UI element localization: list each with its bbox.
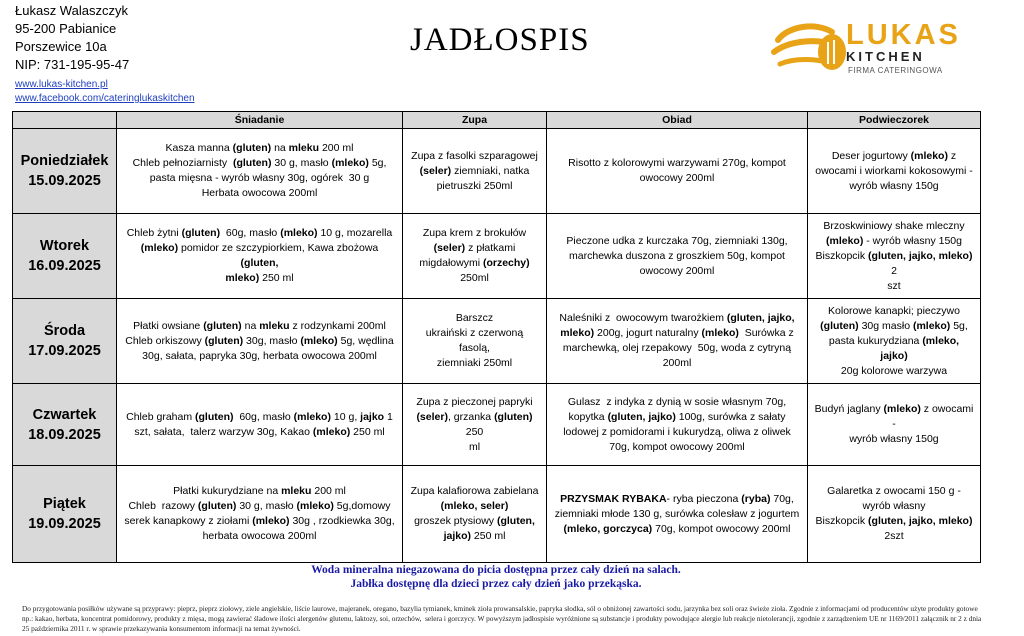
day-date: 15.09.2025: [28, 173, 101, 189]
obiad-cell: Pieczone udka z kurczaka 70g, ziemniaki 130g, marchewka duszona z groszkiem 50g, kompot owocowy 200ml: [547, 214, 808, 299]
company-city: 95-200 Pabianice: [15, 21, 117, 36]
podwieczorek-cell: Budyń jaglany (mleko) z owocami - wyrób własny 150g: [808, 384, 981, 466]
day-cell: [13, 466, 117, 563]
website-link[interactable]: www.lukas-kitchen.pl: [15, 79, 108, 90]
menu-table: [12, 111, 981, 563]
chef-hat-swoosh-icon: [768, 18, 850, 78]
day-name: Środa: [43, 323, 86, 339]
availability-notes: [0, 563, 992, 591]
header-obiad: Obiad: [547, 112, 808, 129]
obiad-cell: Gulasz z indyka z dynią w sosie własnym 70g, kopytka (gluten, jajko) 100g, surówka z sałaty lodowej z pomidorami i kukurydzą, oliwa z oliwek 70g, kompot owocowy 200ml: [547, 384, 808, 466]
table-row: [13, 129, 981, 214]
header-zupa: Zupa: [403, 112, 547, 129]
sniadanie-cell: Chleb żytni (gluten) 60g, masło (mleko) 10 g, mozarella (mleko) pomidor ze szczypiorkiem, Kawa zbożowa (gluten, mleko) 250 ml: [117, 214, 403, 299]
water-note: Woda mineralna niegazowana do picia dostępna przez cały dzień na salach.: [311, 564, 681, 576]
header-day: [13, 112, 117, 129]
table-row: [13, 466, 981, 563]
table-row: [13, 384, 981, 466]
company-nip: NIP: 731-195-95-47: [15, 57, 130, 72]
sniadanie-cell: Płatki owsiane (gluten) na mleku z rodzynkami 200ml Chleb orkiszowy (gluten) 30g, masło (mleko) 5g, wędlina 30g, sałata, papryka 30g, herbata owocowa 200ml: [117, 299, 403, 384]
day-name: Poniedziałek: [20, 153, 109, 169]
zupa-cell: Zupa z pieczonej papryki (seler), grzanka (gluten) 250 ml: [403, 384, 547, 466]
company-name: Łukasz Walaszczyk: [15, 3, 128, 18]
page-title: JADŁOSPIS: [410, 22, 590, 58]
sniadanie-cell: Płatki kukurydziane na mleku 200 ml Chleb razowy (gluten) 30 g, masło (mleko) 5g,domowy serek kanapkowy z ziołami (mleko) 30g , rzodkiewka 30g, herbata owocowa 200ml: [117, 466, 403, 563]
facebook-link[interactable]: www.facebook.com/cateringlukaskitchen: [15, 93, 195, 104]
logo-brand: LUKAS: [846, 19, 961, 51]
apples-note: Jabłka dostępnę dla dzieci przez cały dzień jako przekąska.: [350, 578, 642, 590]
sniadanie-cell: Kasza manna (gluten) na mleku 200 ml Chleb pełnoziarnisty (gluten) 30 g, masło (mleko) 5g, pasta mięsna - wyrób własny 30g, ogórek 30 g Herbata owocowa 200ml: [117, 129, 403, 214]
zupa-cell: Barszcz ukraiński z czerwoną fasolą, ziemniaki 250ml: [403, 299, 547, 384]
day-cell: [13, 384, 117, 466]
obiad-cell: PRZYSMAK RYBAKA- ryba pieczona (ryba) 70g, ziemniaki młode 130 g, surówka colesław z jogurtem (mleko, gorczyca) 70g, kompot owocowy 200ml: [547, 466, 808, 563]
day-cell: [13, 129, 117, 214]
day-name: Piątek: [43, 496, 86, 512]
zupa-cell: Zupa kalafiorowa zabielana (mleko, seler) groszek ptysiowy (gluten, jajko) 250 ml: [403, 466, 547, 563]
day-date: 16.09.2025: [28, 258, 101, 274]
zupa-cell: Zupa krem z brokułów (seler) z płatkami migdałowymi (orzechy) 250ml: [403, 214, 547, 299]
logo-kitchen: KITCHEN: [846, 49, 925, 64]
sniadanie-cell: Chleb graham (gluten) 60g, masło (mleko) 10 g, jajko 1 szt, sałata, talerz warzyw 30g, Kakao (mleko) 250 ml: [117, 384, 403, 466]
day-date: 17.09.2025: [28, 343, 101, 359]
menu-header-row: [13, 112, 981, 129]
obiad-cell: Naleśniki z owocowym twarożkiem (gluten, jajko, mleko) 200g, jogurt naturalny (mleko) Surówka z marchewką, olej rzepakowy 50g, woda z cytryną 200ml: [547, 299, 808, 384]
day-date: 18.09.2025: [28, 426, 101, 443]
lukas-kitchen-logo: [768, 16, 961, 82]
table-row: [13, 214, 981, 299]
header-sniadanie: Śniadanie: [117, 112, 403, 129]
logo-subtitle: FIRMA CATERINGOWA: [848, 66, 943, 75]
company-street: Porszewice 10a: [15, 39, 107, 54]
zupa-cell: Zupa z fasolki szparagowej (seler) ziemniaki, natka pietruszki 250ml: [403, 129, 547, 214]
obiad-cell: Risotto z kolorowymi warzywami 270g, kompot owocowy 200ml: [547, 129, 808, 214]
day-cell: [13, 299, 117, 384]
day-date: 19.09.2025: [28, 516, 101, 532]
podwieczorek-cell: Kolorowe kanapki; pieczywo (gluten) 30g masło (mleko) 5g, pasta kukurydziana (mleko, jajko) 20g kolorowe warzywa: [808, 299, 981, 384]
company-info: [15, 2, 195, 106]
day-name: Wtorek: [39, 238, 90, 254]
podwieczorek-cell: Galaretka z owocami 150 g - wyrób własny Biszkopcik (gluten, jajko, mleko) 2szt: [808, 466, 981, 563]
table-row: [13, 299, 981, 384]
podwieczorek-cell: Deser jogurtowy (mleko) z owocami i wiorkami kokosowymi - wyrób własny 150g: [808, 129, 981, 214]
podwieczorek-cell: Brzoskwiniowy shake mleczny (mleko) - wyrób własny 150g Biszkopcik (gluten, jajko, mleko) 2 szt: [808, 214, 981, 299]
header-podwieczorek: Podwieczorek: [808, 112, 981, 129]
day-cell: [13, 214, 117, 299]
day-name: Czwartek: [32, 406, 97, 423]
allergen-footer: Do przygotowania posiłków używane są przyprawy: pieprz, pieprz ziołowy, ziele angielskie, liście laurowe, majeranek, oregano, bazylia tymianek, kminek zioła prowansalskie, papryka słodka, sól o obniżonej zawartości sodu, jarzynka bez soli oraz świeże zioła. Zgodnie z informacjami od producentów użyte produkty gotowe np.: kakao, herbata, koncentrat pomidorowy, produkty z mięsa, mogą zawierać śladowe ilości alergenów glutenu, laktozy, soi, orzechów, selera i gorczycy. W powyższym jadłospisie wyróżnione są substancje i produkty powodujące alergie lub reakcje nietolerancji, zgodnie z zarządzeniem UE nr 1169/2011 załącznik nr 2 z dnia 25 października 2011 r. w sprawie przekazywania konsumentom informacji na temat żywności.: [22, 604, 982, 633]
